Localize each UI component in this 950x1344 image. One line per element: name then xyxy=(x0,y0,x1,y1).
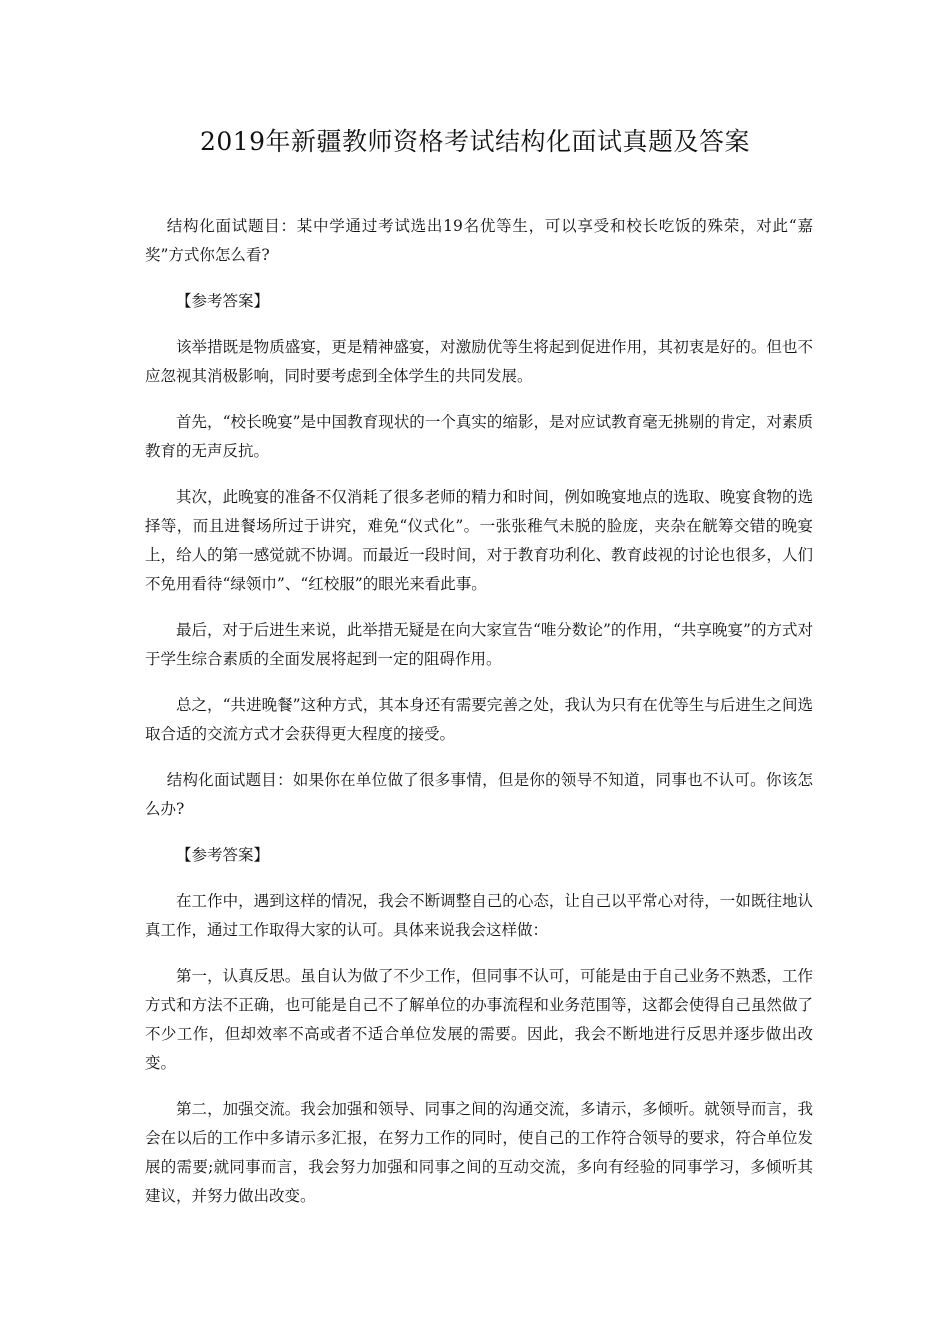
answer-paragraph: 总之，“共进晚餐”这种方式，其本身还有需要完善之处，我认为只有在优等生与后进生之间选取合适的交流方式才会获得更大程度的接受。 xyxy=(145,696,813,743)
answer-label: 【参考答案】 xyxy=(176,846,270,864)
answer-paragraph: 第二，加强交流。我会加强和领导、同事之间的沟通交流，多请示，多倾听。就领导而言，我会在以后的工作中多请示多汇报，在努力工作的同时，使自己的工作符合领导的要求，符合单位发展的需要;就同事而言，我会努力加强和同事之间的互动交流，多向有经验的同事学习，多倾听其建议，并努力做出改变。 xyxy=(145,1100,813,1205)
answer-paragraph: 该举措既是物质盛宴，更是精神盛宴，对激励优等生将起到促进作用，其初衷是好的。但也不应忽视其消极影响，同时要考虑到全体学生的共同发展。 xyxy=(145,338,813,385)
document-body xyxy=(145,212,813,1228)
answer-paragraph: 在工作中，遇到这样的情况，我会不断调整自己的心态，让自己以平常心对待，一如既往地认真工作，通过工作取得大家的认可。具体来说我会这样做： xyxy=(145,892,813,939)
answer-paragraph: 最后，对于后进生来说，此举措无疑是在向大家宣告“唯分数论”的作用，“共享晚宴”的方式对于学生综合素质的全面发展将起到一定的阻碍作用。 xyxy=(145,621,813,668)
answer-label: 【参考答案】 xyxy=(176,292,270,310)
question-paragraph: 结构化面试题目：如果你在单位做了很多事情，但是你的领导不知道，同事也不认可。你该怎么办? xyxy=(145,771,813,818)
answer-paragraph: 其次，此晚宴的准备不仅消耗了很多老师的精力和时间，例如晚宴地点的选取、晚宴食物的选择等，而且进餐场所过于讲究，难免“仪式化”。一张张稚气未脱的脸庞，夹杂在觥筹交错的晚宴上，给人的第一感觉就不协调。而最近一段时间，对于教育功利化、教育歧视的讨论也很多，人们不免用看待“绿领巾”、“红校服”的眼光来看此事。 xyxy=(145,488,813,593)
answer-paragraph: 第一，认真反思。虽自认为做了不少工作，但同事不认可，可能是由于自己业务不熟悉，工作方式和方法不正确，也可能是自己不了解单位的办事流程和业务范围等，这都会使得自己虽然做了不少工作，但却效率不高或者不适合单位发展的需要。因此，我会不断地进行反思并逐步做出改变。 xyxy=(145,967,813,1072)
answer-paragraph: 首先，“校长晚宴”是中国教育现状的一个真实的缩影，是对应试教育毫无挑剔的肯定，对素质教育的无声反抗。 xyxy=(145,413,813,460)
question-paragraph: 结构化面试题目：某中学通过考试选出19名优等生，可以享受和校长吃饭的殊荣，对此“嘉奖”方式你怎么看? xyxy=(145,217,813,264)
document-title: 2019年新疆教师资格考试结构化面试真题及答案 xyxy=(199,127,751,156)
